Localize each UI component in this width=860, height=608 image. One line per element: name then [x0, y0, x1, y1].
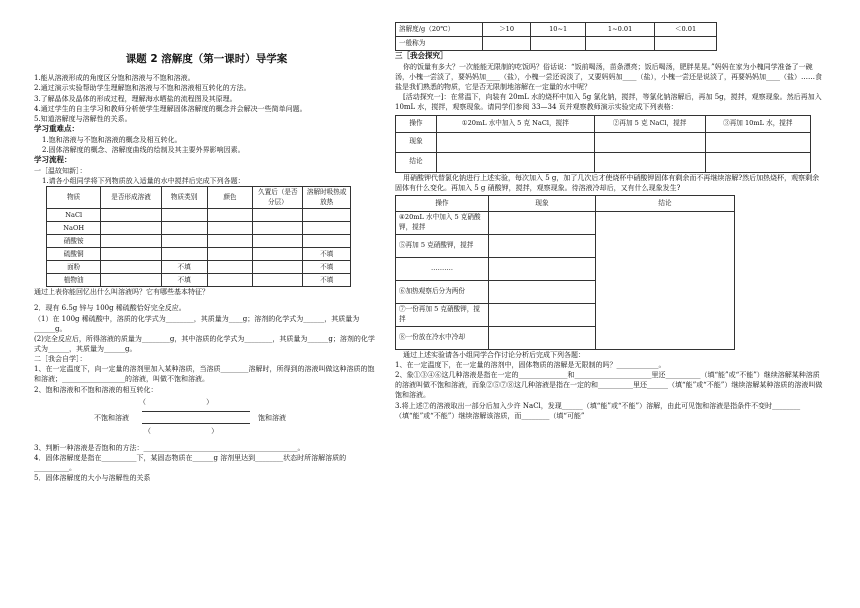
table-cell: ⑥加热观察后分为两份: [396, 280, 489, 303]
table-cell: 不填: [161, 274, 207, 287]
explore-intro: 你的饭量有多大？一次能能无限制的吃饭吗？俗话说：“饭前喝汤，苗条漂亮；饭后喝汤，肥胖晃晃。”妈妈在家为小槐同学准备了一碗汤，小槐一尝淡了，要妈妈加____（盐），小槐一尝还说淡了，又要妈妈加____（盐），小槐一尝还是说淡了，再要妈妈加____（盐）……食盐是我们熟悉的物质，它是否无限制地溶解在一定量的水中呢？: [395, 62, 822, 92]
table-cell: 不填: [303, 261, 351, 274]
table-cell[interactable]: [161, 235, 207, 248]
table-cell[interactable]: [207, 222, 253, 235]
right-column: [395, 22, 825, 421]
table-cell[interactable]: [253, 209, 303, 222]
table-cell[interactable]: [437, 152, 595, 172]
table-cell[interactable]: [207, 235, 253, 248]
table-cell: ⑦一份再加 5 克硝酸钾，搅拌: [396, 303, 489, 326]
discussion-intro: 通过上述实验请各小组同学合作讨论分析后完成下列各题：: [403, 350, 585, 359]
left-column: [34, 52, 379, 483]
table-cell[interactable]: [531, 37, 586, 51]
table-header: 物质类别: [161, 187, 207, 209]
discussion-q3: 3.将上述⑦的溶液取出一部分后加入少许 NaCl，发现______（填“能”或“不能”）溶解，由此可见饱和溶液是指条件不变时________（填“能”或“不能”）继续溶解该溶质，而________（填“可能”: [395, 401, 801, 420]
activity-2: 用硝酸钾代替氯化钠进行上述实验，每次加入 5 g，加了几次后才使烧杯中硝酸钾固体有剩余而不再继续溶解?然后加热烧杯，观察剩余固体有什么变化。再加入 5 g 硝酸钾，搅拌，观察现象。待溶液冷却后，又有什么现象发生?: [395, 173, 820, 192]
table-cell[interactable]: [161, 222, 207, 235]
conclusion-cell[interactable]: [596, 211, 735, 349]
table-header: 1~0.01: [586, 23, 655, 37]
diagram-arrow-back: [142, 423, 250, 424]
table-cell[interactable]: [161, 209, 207, 222]
table-cell[interactable]: [253, 248, 303, 261]
table-cell[interactable]: [303, 209, 351, 222]
table-cell: 不填: [303, 248, 351, 261]
self-study-5: 5．固体溶解度的大小与溶解性的关系: [34, 474, 151, 483]
objective: 3.了解晶体及晶体的形成过程，理解海水晒盐的流程图及其原理。: [34, 94, 237, 103]
table-cell: 植物油: [47, 274, 101, 287]
table-cell: 不填: [161, 261, 207, 274]
objective: 1.能从溶液形成的角度区分饱和溶液与不饱和溶液。: [34, 74, 195, 83]
table-cell[interactable]: [101, 235, 161, 248]
table-cell[interactable]: [489, 303, 596, 326]
review-heading: 一［温故知新］：: [34, 166, 87, 175]
table-cell: 结论: [396, 152, 437, 172]
diagram-bottom-paren: （ ）: [144, 426, 219, 435]
table-header: 结论: [596, 195, 735, 211]
conversion-diagram: [34, 397, 379, 441]
table-cell[interactable]: [253, 235, 303, 248]
table-cell[interactable]: [101, 261, 161, 274]
table-header-row: [47, 187, 351, 209]
table-header: 颜色: [207, 187, 253, 209]
table-row: [47, 209, 351, 222]
objective: 4.通过学生的自主学习和教师分析使学生理解固体溶解度的概念并会解决一些简单问题。: [34, 104, 307, 113]
table-row: [396, 152, 811, 172]
table-header: 久置后（是否分层）: [253, 187, 303, 209]
table-cell: NaOH: [47, 222, 101, 235]
table-cell: ⑤再加 5 克硝酸钾，搅拌: [396, 234, 489, 257]
table-row: [396, 37, 717, 51]
self-study-1: 1、在一定温度下，向一定量的溶剂里加入某种溶质，当溶质________溶解时，所得到的溶液叫做这种溶质的饱和溶液；__________________的溶液，叫做不饱和溶液。: [34, 365, 375, 384]
self-study-4: 4．固体溶解度是指在__________下，某固态物质在______g 溶剂里达到________状态时所溶解溶质的__________。: [34, 453, 347, 473]
diagram-saturated-label: 饱和溶液: [258, 413, 286, 422]
table-cell[interactable]: [253, 261, 303, 274]
question-2-part-1: （1）在 100g 稀硫酸中，溶质的化学式为________，其质量为____g；溶剂的化学式为______，其质量为______g。: [34, 314, 360, 333]
table-cell[interactable]: [207, 261, 253, 274]
table-cell: 现象: [396, 132, 437, 152]
table-header: 溶解时吸热或放热: [303, 187, 351, 209]
table-cell[interactable]: [594, 132, 705, 152]
table-cell: 不填: [303, 274, 351, 287]
explore-heading: 三［我会探究］: [395, 51, 448, 60]
self-study-3: 3、判断一种溶液是否饱和的方法：____________________________________________。: [34, 443, 305, 452]
review-followup: 通过上表你能回忆出什么叫溶液吗？它有哪些基本特征？: [34, 288, 209, 297]
key-point: 1.饱和溶液与不饱和溶液的概念及相互转化。: [42, 135, 182, 144]
table-cell[interactable]: [655, 37, 717, 51]
table-header: ②再加 5 克 NaCl，搅拌: [594, 115, 705, 132]
review-question-1: 1.请各小组同学将下列物质放入适量的水中搅拌后完成下列各题：: [42, 177, 245, 186]
diagram-arrow-forward: [142, 411, 250, 412]
table-row: [396, 132, 811, 152]
table-cell[interactable]: [483, 37, 531, 51]
question-2-part-2: (2)完全反应后，所得溶液的质量为________g，其中溶质的化学式为________，其质量为______g；溶剂的化学式为______，其质量为______g。: [34, 334, 375, 354]
table-header: ＜0.01: [655, 23, 717, 37]
table-cell[interactable]: [207, 209, 253, 222]
self-study-heading: 二［我会自学］：: [34, 355, 87, 364]
key-points-heading: 学习重难点：: [34, 123, 79, 133]
nacl-experiment-table: [395, 115, 811, 173]
table-cell: 面粉: [47, 261, 101, 274]
table-cell[interactable]: [437, 132, 595, 152]
self-study-2: 2、饱和溶液和不饱和溶液的相互转化：: [34, 385, 158, 394]
table-cell: 一般称为: [396, 37, 483, 51]
table-cell[interactable]: [489, 211, 596, 234]
table-header-row: [396, 115, 811, 132]
activity-1: [活动探究一]：在常温下，向装有 20mL 水的烧杯中加入 5g 氯化钠，搅拌，等氯化钠溶解后，再加 5g，搅拌，观察现象。然后再加入 10mL 水，搅拌，观察现象。请同学们参阅 33—34 页并观察教师演示实验完成下列表格：: [395, 93, 822, 112]
table-cell[interactable]: [207, 248, 253, 261]
table-row: [396, 211, 735, 234]
table-cell[interactable]: [594, 152, 705, 172]
diagram-unsaturated-label: 不饱和溶液: [94, 413, 129, 422]
table-cell[interactable]: [303, 235, 351, 248]
table-cell: ⑧一份放在冷水中冷却: [396, 326, 489, 349]
table-cell[interactable]: [586, 37, 655, 51]
objective: 5.知道溶解度与溶解性的关系。: [34, 114, 132, 123]
table-cell[interactable]: [101, 222, 161, 235]
page-title: 课题 2 溶解度（第一课时）导学案: [125, 53, 288, 65]
kno3-experiment-table: [395, 195, 735, 350]
table-cell[interactable]: [705, 132, 810, 152]
discussion-q2: 2、象①③④⑥这几种溶液是指在一定的______________和______________________里还__________（填“能”或“不能”）继续溶解某种溶质的溶液叫做不饱和溶液，而象②⑤⑦⑧这几种溶液是指在一定的和__________里还______（填“能”或“不能”）继续溶解某种溶质的溶液叫做饱和溶液。: [395, 371, 823, 400]
table-header: 10~1: [531, 23, 586, 37]
key-point: 2.固体溶解度的概念、溶解度曲线的绘制及其主要外界影响因素。: [42, 145, 245, 154]
table-header: ①20mL 水中加入 5 克 NaCl，搅拌: [437, 115, 595, 132]
table-cell: 硫酸铜: [47, 248, 101, 261]
table-cell[interactable]: [303, 222, 351, 235]
table-cell[interactable]: [101, 209, 161, 222]
question-2: 2．现有 6.5g 锌与 100g 稀硫酸恰好完全反应。: [34, 304, 186, 313]
table-cell[interactable]: [489, 326, 596, 349]
table-cell[interactable]: [253, 222, 303, 235]
table-row: [47, 222, 351, 235]
table-cell[interactable]: [101, 248, 161, 261]
objective: 2.通过演示实验帮助学生理解饱和溶液与不饱和溶液相互转化的方法。: [34, 84, 251, 93]
table-cell[interactable]: [489, 280, 596, 303]
discussion-q1: 1、在一定温度下，在一定量的溶剂中，固体物质的溶解是无限制的吗？____________。: [395, 361, 666, 369]
table-header: 操作: [396, 195, 489, 211]
table-header-row: [396, 195, 735, 211]
table-cell: 硝酸铵: [47, 235, 101, 248]
substance-table: [46, 186, 351, 287]
table-cell[interactable]: [253, 274, 303, 287]
table-cell[interactable]: [705, 152, 810, 172]
table-cell: ④20mL 水中加入 5 克硝酸钾，搅拌: [396, 211, 489, 234]
table-header: ③再加 10mL 水，搅拌: [705, 115, 810, 132]
table-cell[interactable]: [489, 234, 596, 257]
table-row: [47, 274, 351, 287]
table-row: [47, 248, 351, 261]
table-cell[interactable]: [101, 274, 161, 287]
table-header-row: [396, 23, 717, 37]
table-header: 操作: [396, 115, 437, 132]
table-header: 物质: [47, 187, 101, 209]
solubility-table: [395, 22, 717, 51]
table-cell: ……….: [396, 257, 489, 280]
table-header: 是否形成溶液: [101, 187, 161, 209]
table-row: [47, 261, 351, 274]
table-header: 溶解度/g（20℃）: [396, 23, 483, 37]
table-row: [47, 235, 351, 248]
diagram-top-paren: （ ）: [139, 397, 214, 406]
process-heading: 学习流程：: [34, 155, 72, 165]
table-header: 现象: [489, 195, 596, 211]
table-cell[interactable]: [489, 257, 596, 280]
table-cell: NaCl: [47, 209, 101, 222]
table-cell[interactable]: [207, 274, 253, 287]
table-header: ＞10: [483, 23, 531, 37]
table-cell[interactable]: [161, 248, 207, 261]
